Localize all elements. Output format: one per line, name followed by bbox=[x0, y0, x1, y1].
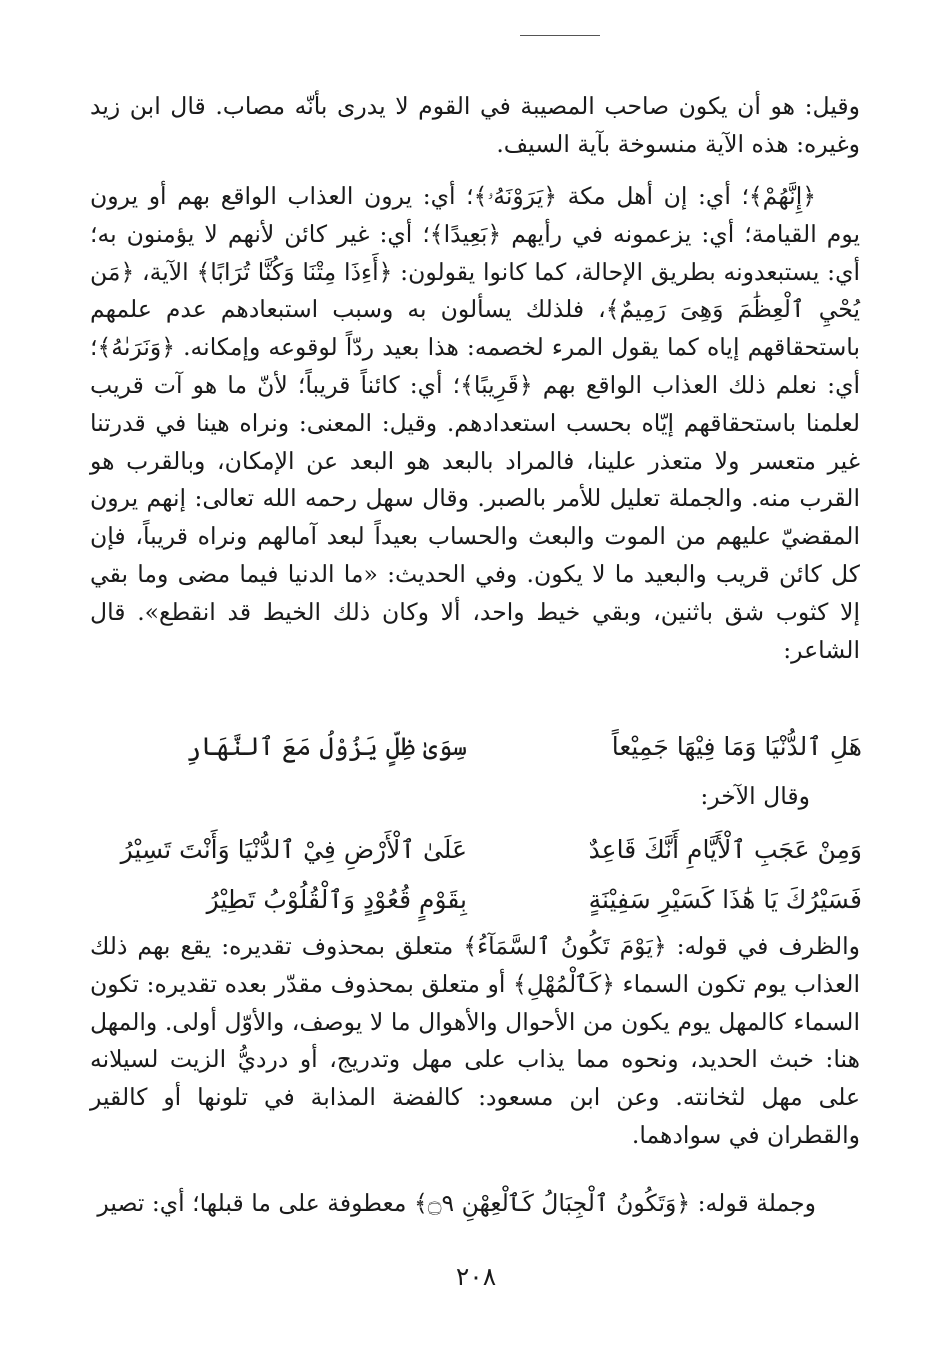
verse-2-line-2-first-hemistich: فَسَيْرُكَ يَا هَٰذَا كَسَيْرِ سَفِيْنَةٍ bbox=[588, 885, 862, 914]
verse-2-line-2-second-hemistich: بِقَوْمٍ قُعُوْدٍ وَٱلْقُلُوْبُ تَطِيْرُ bbox=[206, 885, 467, 914]
verse-2-line-2 bbox=[0, 880, 952, 920]
verse-1-second-hemistich: سِوَىٰ ظِلٍّ يَزُوْلُ مَعَ ٱلنَّهَارِ bbox=[186, 732, 467, 761]
paragraph-4: وجملة قوله: ﴿وَتَكُونُ ٱلْجِبَالُ كَٱلْعِهْنِ ۝٩﴾ معطوفة على ما قبلها؛ أي: تصير bbox=[97, 1189, 816, 1217]
paragraph-4-block bbox=[90, 1185, 860, 1223]
verse-1-first-hemistich: هَلِ ٱلدُّنْيَا وَمَا فِيْهَا جَمِيْعاً bbox=[611, 732, 862, 761]
page-number: ٢٠٨ bbox=[455, 1262, 497, 1291]
paragraph-1-block bbox=[90, 88, 860, 164]
paragraph-1: وقيل: هو أن يكون صاحب المصيبة في القوم لا يدرى بأنّه مصاب. قال ابن زيد وغيره: هذه الآية منسوخة بآية السيف. bbox=[90, 92, 860, 158]
header-rule bbox=[520, 35, 600, 36]
paragraph-2-block bbox=[90, 178, 860, 669]
verse-2-line-1-first-hemistich: وَمِنْ عَجَبِ ٱلْأَيَّامِ أَنَّكَ قَاعِدٌ bbox=[588, 835, 862, 864]
paragraph-3-block bbox=[90, 928, 860, 1155]
paragraph-3: والظرف في قوله: ﴿يَوْمَ تَكُونُ ٱلسَّمَآءُ﴾ متعلق بمحذوف تقديره: يقع بهم ذلك العذاب يوم تكون السماء ﴿كَٱلْمُهْلِ﴾ أو متعلق بمحذوف مقدّر بعده تقديره: تكون السماء كالمهل يوم يكون من الأحوال والأهوال ما لا يوصف، والأوّل أولى. والمهل هنا: خبث الحديد، ونحوه مما يذاب على مهل وتدريج، أو درديُّ الزيت لسيلانه على مهل لثخانته. وعن ابن مسعود: كالفضة المذابة في تلونها أو كالقير والقطران في سوادهما. bbox=[90, 932, 860, 1149]
other-poet-label: وقال الآخر: bbox=[700, 782, 810, 810]
verse-2-line-1 bbox=[0, 830, 952, 870]
verse-1 bbox=[0, 727, 952, 767]
paragraph-2: ﴿إِنَّهُمْ﴾؛ أي: إن أهل مكة ﴿يَرَوْنَهُۥ﴾؛ أي: يرون العذاب الواقع بهم أو يرون يوم القيامة؛ أي: يزعمونه في رأيهم ﴿بَعِيدًا﴾؛ أي: غير كائن لأنهم لا يؤمنون به؛ أي: يستبعدونه بطريق الإحالة، كما كانوا يقولون: ﴿أَءِذَا مِتْنَا وَكُنَّا تُرَابًا﴾ الآية، ﴿مَن يُحْيِ ٱلْعِظَٰمَ وَهِىَ رَمِيمٌ﴾، فلذلك يسألون به وسبب استبعادهم عدم علمهم باستحقاقهم إياه كما يقول المرء لخصمه: هذا بعيد ردّاً لوقوعه وإمكانه. ﴿وَنَرَىٰهُ﴾؛ أي: نعلم ذلك العذاب الواقع بهم ﴿قَرِيبًا﴾؛ أي: كائناً قريباً؛ لأنّ ما هو آت قريب لعلمنا باستحقاقهم إيّاه بحسب استعدادهم. وقيل: المعنى: ونراه هينا في قدرتنا غير متعسر ولا متعذر علينا، فالمراد بالبعد هو البعد عن الإمكان، وبالقرب هو القرب منه. والجملة تعليل للأمر بالصبر. وقال سهل رحمه الله تعالى: إنهم يرون المقضيّ عليهم من الموت والبعث والحساب بعيداً لبعد آمالهم ونراه قريباً، فإن كل كائن قريب والبعيد ما لا يكون. وفي الحديث: «ما الدنيا فيما مضى وما بقي إلا كثوب شق باثنين، وبقي خيط واحد، ألا وكان ذلك الخيط قد انقطع». قال الشاعر: bbox=[90, 182, 860, 664]
verse-2-line-1-second-hemistich: عَلَىٰ ٱلْأَرْضِ فِيْ ٱلدُّنْيَا وَأَنْتَ تَسِيْرُ bbox=[120, 835, 467, 864]
